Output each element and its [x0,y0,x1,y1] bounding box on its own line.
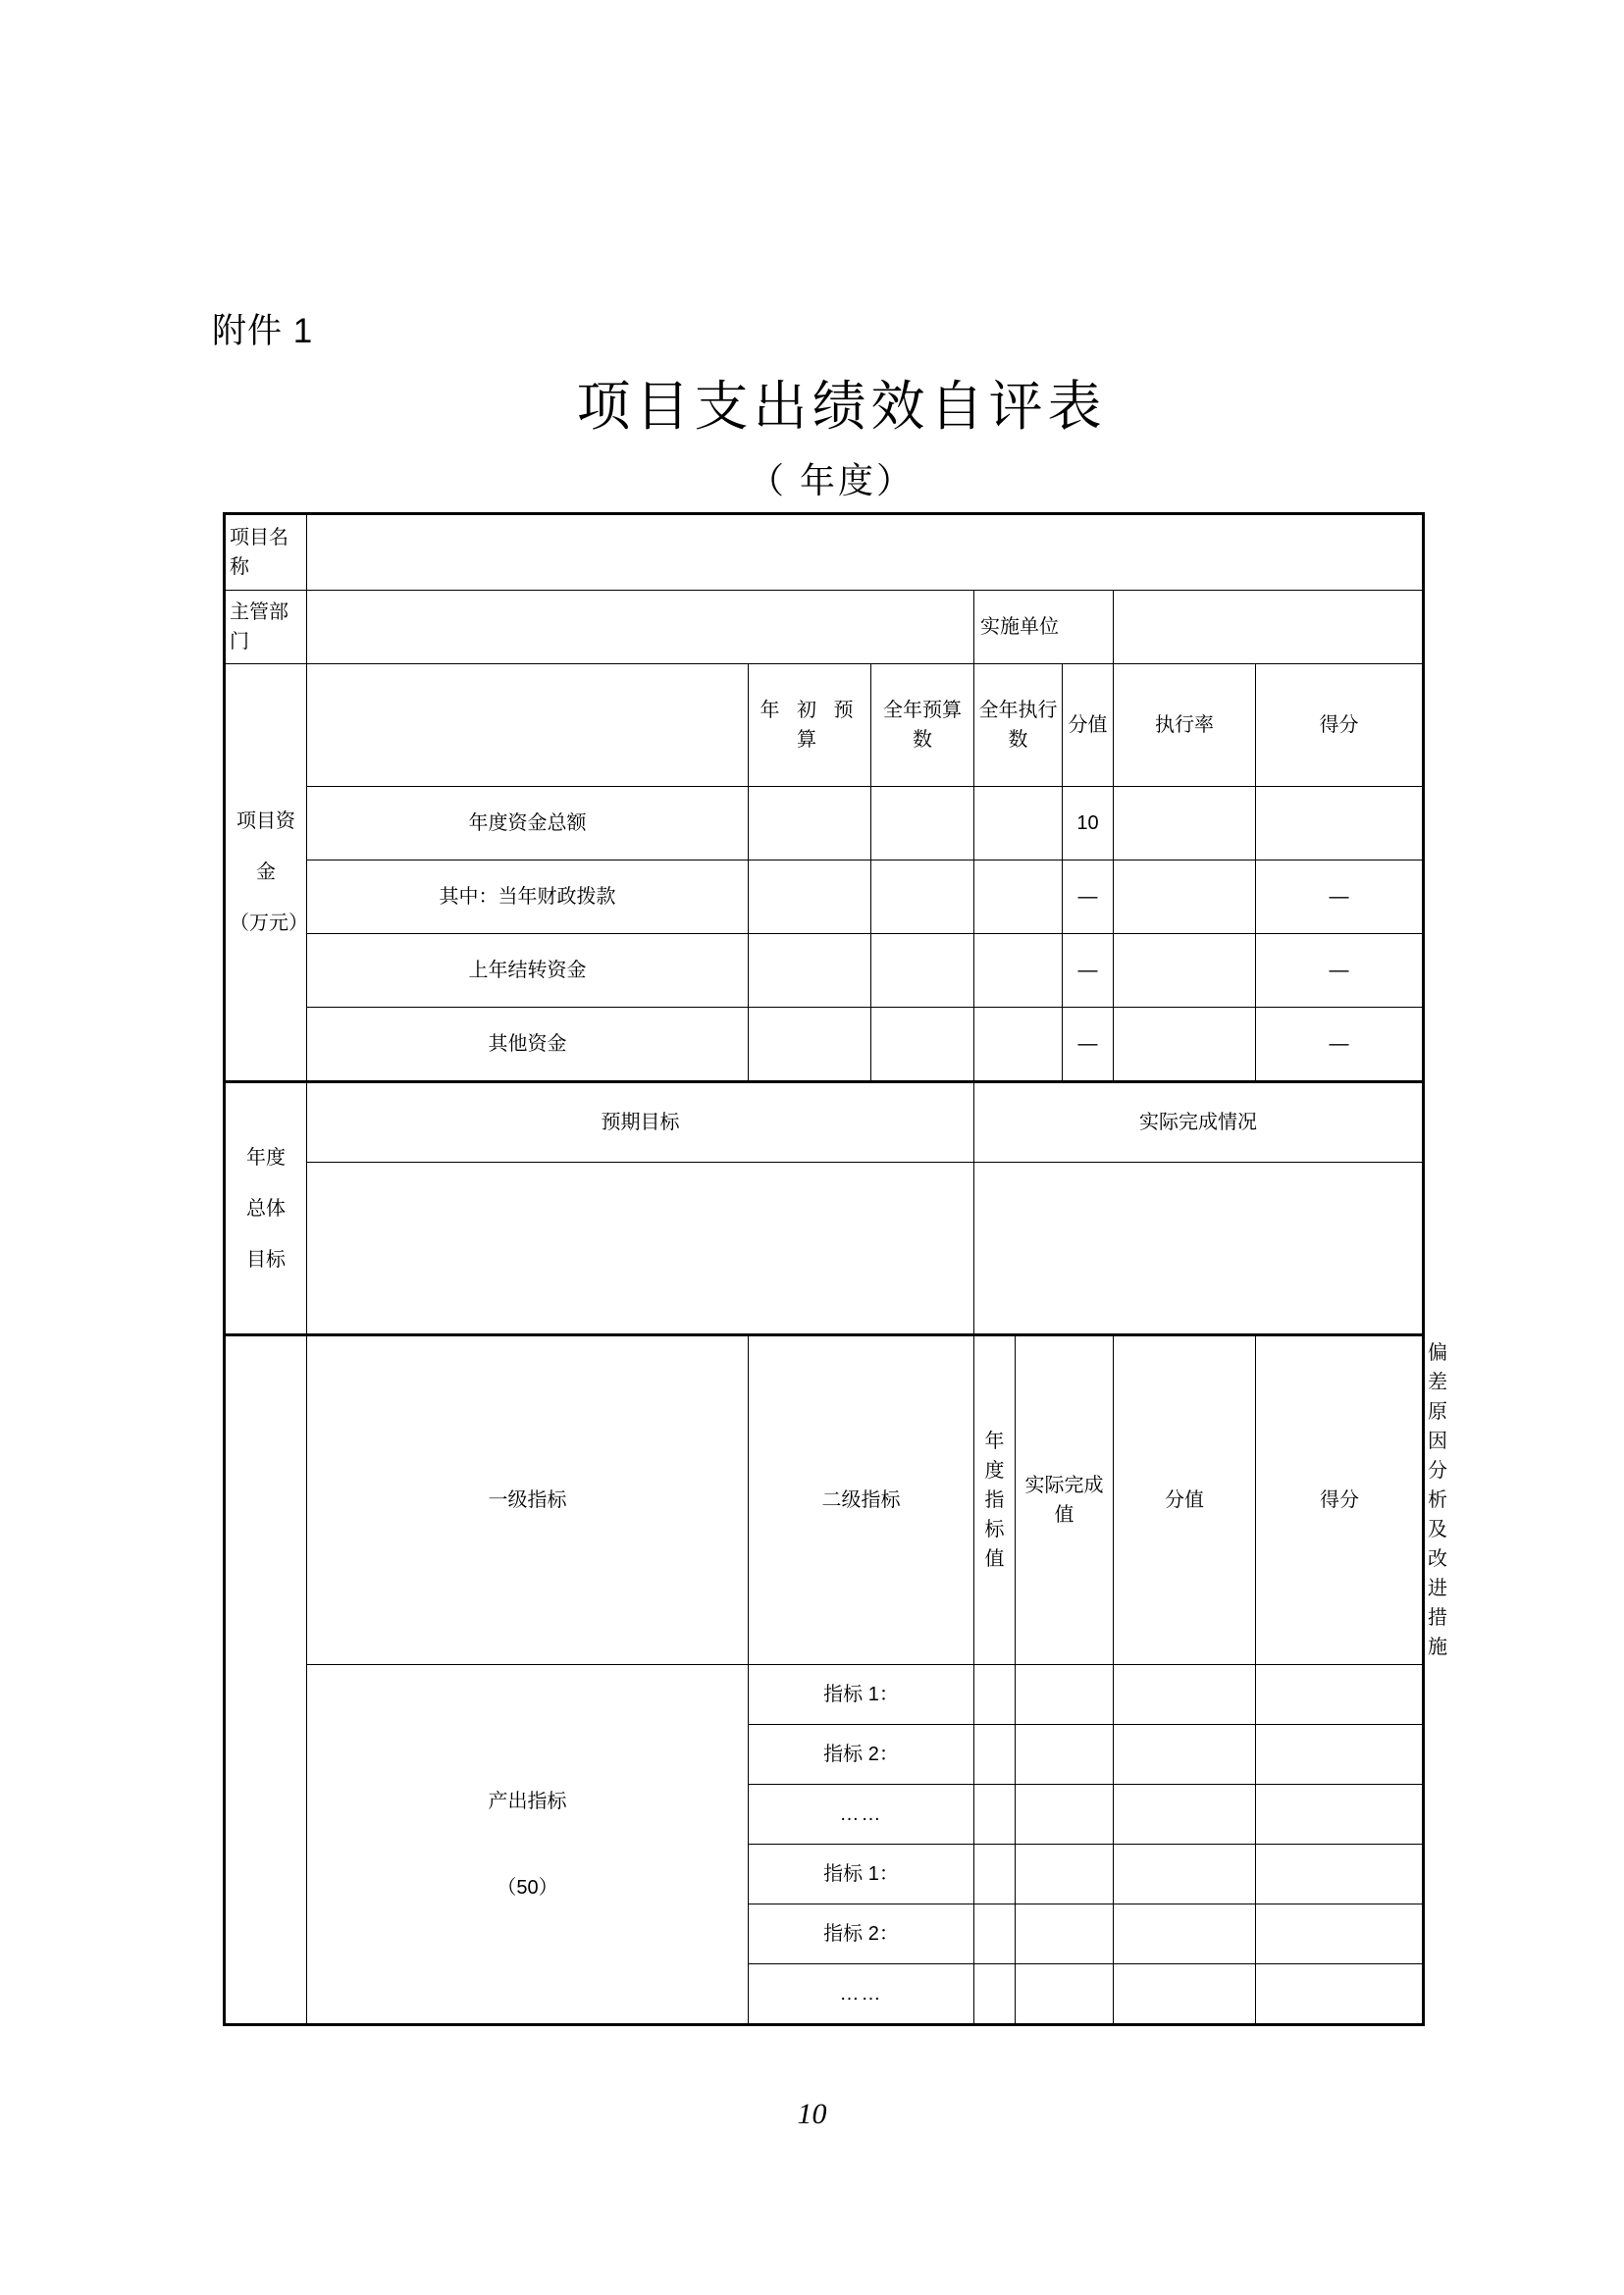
project-name-value[interactable] [307,514,1424,591]
table-row-funds-header [225,664,1424,787]
col-header-annual-target-value [974,1335,1016,1665]
department-label: 主管部门 [225,591,307,664]
fund-row-0-score[interactable] [1256,787,1424,861]
output-indicator-group-label [307,1665,749,2025]
indicator-4-score[interactable] [1256,1904,1424,1964]
col-header-indicator-score-value: 分值 [1114,1335,1256,1665]
expected-goal-value[interactable] [307,1163,974,1335]
department-value[interactable] [307,591,974,664]
attachment-label: 附件 1 [212,312,314,350]
indicator-3-score[interactable] [1256,1845,1424,1904]
indicator-5-level2: …… [749,1964,974,2025]
actual-completion-value[interactable] [974,1163,1424,1335]
project-funds-label-line2: （万元） [230,913,308,934]
fund-row-1-annual-execution[interactable] [974,861,1063,934]
indicator-4-annual-target[interactable] [974,1904,1016,1964]
table-row-fiscal-appropriation [225,861,1424,934]
fund-row-3-annual-budget[interactable] [871,1008,974,1082]
fund-row-2-annual-budget[interactable] [871,934,974,1008]
overall-goal-label-line3: 目标 [246,1248,286,1271]
fund-row-name-1: 其中：当年财政拨款 [307,861,749,934]
fund-row-0-beginning-budget[interactable] [749,787,871,861]
fund-row-1-beginning-budget[interactable] [749,861,871,934]
table-row-overall-goal-values [225,1163,1424,1335]
table-row-department [225,591,1424,664]
page-subtitle-year: （ 年度） [748,460,915,500]
indicator-2-score-value[interactable] [1114,1785,1256,1845]
implementing-unit-value[interactable] [1114,591,1424,664]
indicator-0-actual-value[interactable] [1016,1665,1114,1725]
expected-goal-header: 预期目标 [307,1082,974,1163]
fund-row-1-score: — [1256,861,1424,934]
col-header-execution-rate: 执行率 [1114,664,1256,787]
indicator-2-score[interactable] [1256,1785,1424,1845]
fund-row-3-annual-execution[interactable] [974,1008,1063,1082]
col-header-indicator-score: 得分 [1256,1335,1424,1665]
col-header-score: 得分 [1256,664,1424,787]
fund-row-3-execution-rate[interactable] [1114,1008,1256,1082]
table-row-total-funds [225,787,1424,861]
table-row-other-funds [225,1008,1424,1082]
indicator-1-score-value[interactable] [1114,1725,1256,1785]
indicator-0-score[interactable] [1256,1665,1424,1725]
project-funds-label [225,664,307,1082]
self-evaluation-form [223,512,1447,2026]
actual-completion-header: 实际完成情况 [974,1082,1424,1163]
fund-row-1-execution-rate[interactable] [1114,861,1256,934]
fund-row-0-annual-budget[interactable] [871,787,974,861]
project-name-label: 项目名称 [225,514,307,591]
indicator-4-level2: 指标 2： [749,1904,974,1964]
indicator-5-score[interactable] [1256,1964,1424,2025]
table-row-carryover-funds [225,934,1424,1008]
page-number: 10 [797,2098,827,2130]
indicator-2-annual-target[interactable] [974,1785,1016,1845]
output-indicator-label-line2: （50） [497,1876,558,1899]
table-row-overall-goal-header [225,1082,1424,1163]
fund-row-2-annual-execution[interactable] [974,934,1063,1008]
project-funds-label-line1: 项目资金 [236,810,295,883]
output-indicator-label-line1: 产出指标 [488,1790,567,1812]
fund-row-2-score-value: — [1063,934,1114,1008]
funds-header-blank [307,664,749,787]
fund-row-name-0: 年度资金总额 [307,787,749,861]
indicator-1-annual-target[interactable] [974,1725,1016,1785]
indicator-2-level2: …… [749,1785,974,1845]
indicator-4-actual-value[interactable] [1016,1904,1114,1964]
indicator-3-actual-value[interactable] [1016,1845,1114,1904]
col-header-annual-target-line2: 指标值 [984,1489,1005,1570]
col-header-annual-execution: 全年执行数 [974,664,1063,787]
fund-row-3-score-value: — [1063,1008,1114,1082]
fund-row-2-execution-rate[interactable] [1114,934,1256,1008]
col-header-score-value: 分值 [1063,664,1114,787]
fund-row-0-execution-rate[interactable] [1114,787,1256,861]
fund-row-name-2: 上年结转资金 [307,934,749,1008]
indicator-1-actual-value[interactable] [1016,1725,1114,1785]
page-title: 项目支出绩效自评表 [576,376,1107,437]
indicator-section-spacer [225,1335,307,2025]
fund-row-1-score-value: — [1063,861,1114,934]
form-table [223,512,1447,2026]
fund-row-2-beginning-budget[interactable] [749,934,871,1008]
fund-row-1-annual-budget[interactable] [871,861,974,934]
indicator-0-annual-target[interactable] [974,1665,1016,1725]
indicator-0-level2: 指标 1： [749,1665,974,1725]
fund-row-2-score: — [1256,934,1424,1008]
indicator-2-actual-value[interactable] [1016,1785,1114,1845]
col-header-annual-budget: 全年预算数 [871,664,974,787]
overall-goal-label-line2: 总体 [246,1197,286,1220]
table-row-indicator-header: 一级指标 二级指标 年度 指标值 实际完成值 分值 得分 偏差原因分析 及改进措施 [225,1335,1424,1665]
indicator-5-annual-target[interactable] [974,1964,1016,2025]
overall-goal-label-line1: 年度 [246,1146,286,1169]
fund-row-0-annual-execution[interactable] [974,787,1063,861]
fund-row-3-score: — [1256,1008,1424,1082]
col-header-beginning-budget: 年 初 预 算 [749,664,871,787]
indicator-1-level2: 指标 2： [749,1725,974,1785]
indicator-5-actual-value[interactable] [1016,1964,1114,2025]
indicator-1-score[interactable] [1256,1725,1424,1785]
indicator-4-score-value[interactable] [1114,1904,1256,1964]
fund-row-3-beginning-budget[interactable] [749,1008,871,1082]
indicator-0-score-value[interactable] [1114,1665,1256,1725]
overall-goal-label [225,1082,307,1335]
fund-row-0-score-value: 10 [1063,787,1114,861]
indicator-3-level2: 指标 1： [749,1845,974,1904]
indicator-3-annual-target[interactable] [974,1845,1016,1904]
implementing-unit-label: 实施单位 [974,591,1114,664]
col-header-actual-value: 实际完成值 [1016,1335,1114,1665]
indicator-5-score-value[interactable] [1114,1964,1256,2025]
indicator-3-score-value[interactable] [1114,1845,1256,1904]
table-row-project-name [225,514,1424,591]
col-header-level1-indicator: 一级指标 [307,1335,749,1665]
col-header-annual-target-line1: 年度 [984,1431,1005,1482]
col-header-level2-indicator: 二级指标 [749,1335,974,1665]
fund-row-name-3: 其他资金 [307,1008,749,1082]
table-row-indicator [225,1665,1424,1725]
